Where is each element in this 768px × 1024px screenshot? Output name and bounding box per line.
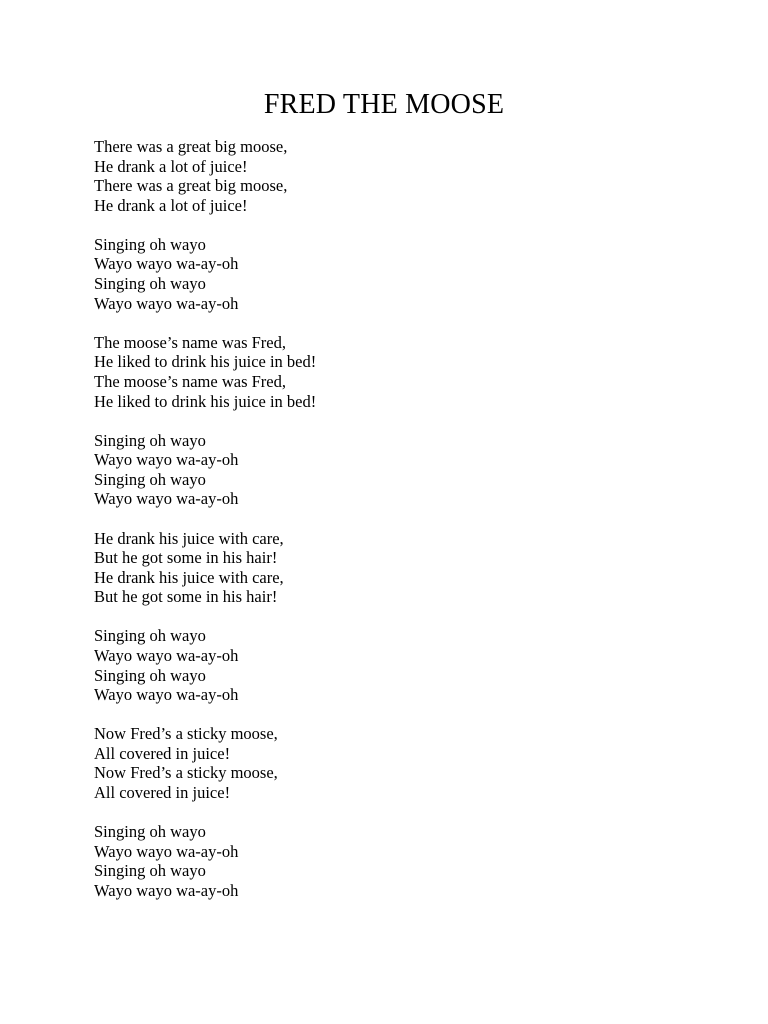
lyric-line: Wayo wayo wa-ay-oh <box>94 293 239 313</box>
lyric-line: Wayo wayo wa-ay-oh <box>94 450 239 470</box>
lyric-line: All covered in juice! <box>94 743 231 763</box>
verse-3 <box>94 529 694 607</box>
lyric-line: Singing oh wayo <box>94 430 206 450</box>
lyric-line: Now Fred’s a sticky moose, <box>94 724 278 744</box>
lyric-line: Wayo wayo wa-ay-oh <box>94 254 239 274</box>
lyric-line: Singing oh wayo <box>94 665 206 685</box>
lyrics-body <box>94 137 694 920</box>
verse-1 <box>94 137 694 215</box>
lyric-line: He drank his juice with care, <box>94 528 284 548</box>
chorus-3 <box>94 626 694 704</box>
lyric-line: Singing oh wayo <box>94 234 206 254</box>
lyric-line: There was a great big moose, <box>94 176 288 196</box>
lyric-line: Singing oh wayo <box>94 861 206 881</box>
lyric-line: The moose’s name was Fred, <box>94 332 286 352</box>
lyric-line: He liked to drink his juice in bed! <box>94 391 317 411</box>
verse-4 <box>94 724 694 802</box>
lyric-line: Singing oh wayo <box>94 274 206 294</box>
lyric-line: He drank a lot of juice! <box>94 195 248 215</box>
lyric-line: He liked to drink his juice in bed! <box>94 352 317 372</box>
lyric-line: Wayo wayo wa-ay-oh <box>94 841 239 861</box>
lyric-line: But he got some in his hair! <box>94 548 278 568</box>
lyric-line: Wayo wayo wa-ay-oh <box>94 685 239 705</box>
chorus-1 <box>94 235 694 313</box>
lyric-line: But he got some in his hair! <box>94 587 278 607</box>
lyric-line: Singing oh wayo <box>94 822 206 842</box>
lyric-line: He drank his juice with care, <box>94 567 284 587</box>
document-title: FRED THE MOOSE <box>263 89 505 120</box>
lyric-line: Wayo wayo wa-ay-oh <box>94 645 239 665</box>
chorus-2 <box>94 431 694 509</box>
chorus-4 <box>94 822 694 900</box>
lyric-line: Singing oh wayo <box>94 626 206 646</box>
lyric-line: He drank a lot of juice! <box>94 156 248 176</box>
lyric-line: The moose’s name was Fred, <box>94 371 286 391</box>
lyric-line: There was a great big moose, <box>94 137 288 156</box>
lyric-line: Wayo wayo wa-ay-oh <box>94 489 239 509</box>
verse-2 <box>94 333 694 411</box>
lyric-line: Wayo wayo wa-ay-oh <box>94 880 239 900</box>
lyric-line: Singing oh wayo <box>94 469 206 489</box>
lyric-line: All covered in juice! <box>94 783 231 803</box>
lyric-line: Now Fred’s a sticky moose, <box>94 763 278 783</box>
